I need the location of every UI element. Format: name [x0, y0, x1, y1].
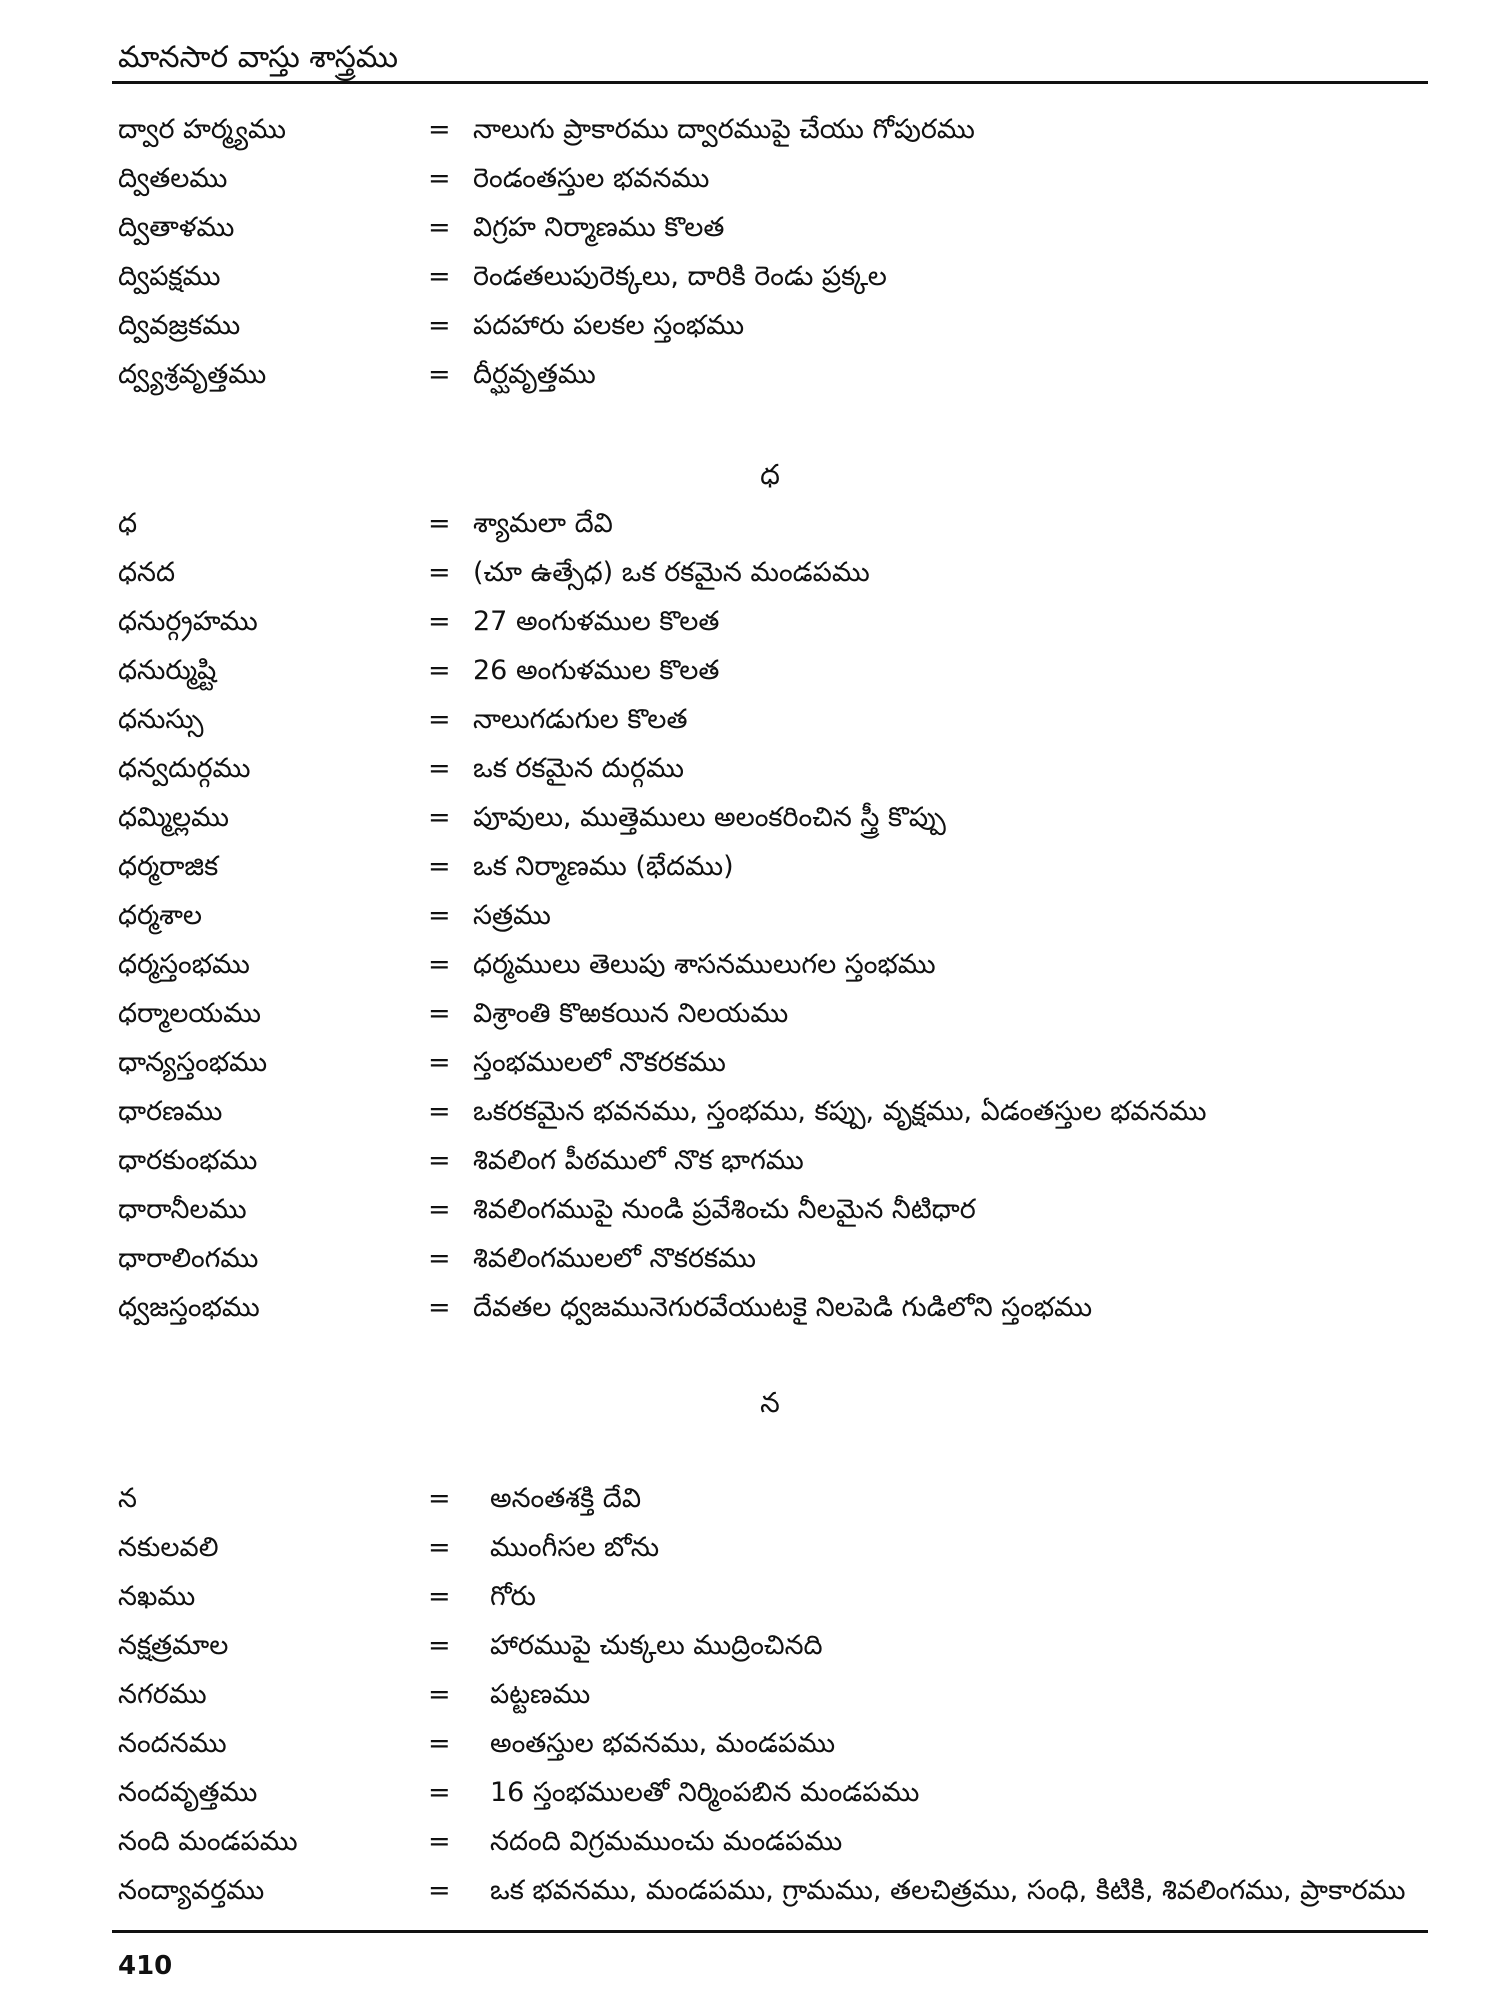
glossary-term: ధన్వదుర్గము	[118, 753, 251, 784]
equals-sign: =	[428, 212, 451, 243]
glossary-definition: పట్టణము	[490, 1679, 591, 1710]
glossary-row	[0, 1622, 1500, 1670]
glossary-row	[0, 204, 1500, 252]
glossary-term: ధర్మాలయము	[118, 998, 261, 1029]
glossary-definition: విగ్రహ నిర్మాణము కొలత	[473, 212, 725, 243]
equals-sign: =	[428, 1096, 451, 1127]
glossary-term: నందవృత్తము	[118, 1777, 258, 1808]
glossary-definition: 26 అంగుళముల కొలత	[473, 655, 720, 686]
glossary-row	[0, 941, 1500, 989]
glossary-row	[0, 500, 1500, 548]
equals-sign: =	[428, 1728, 451, 1759]
equals-sign: =	[428, 753, 451, 784]
glossary-definition: ఒక రకమైన దుర్గము	[473, 753, 684, 784]
glossary-row	[0, 1284, 1500, 1332]
glossary-row	[0, 549, 1500, 597]
glossary-term: ధర్మస్తంభము	[118, 949, 250, 980]
equals-sign: =	[428, 1826, 451, 1857]
equals-sign: =	[428, 1194, 451, 1225]
equals-sign: =	[428, 508, 451, 539]
section-heading-letter: న	[760, 1386, 780, 1419]
glossary-row	[0, 794, 1500, 842]
equals-sign: =	[428, 114, 451, 145]
header-rule	[112, 81, 1428, 84]
equals-sign: =	[428, 261, 451, 292]
glossary-row	[0, 1137, 1500, 1185]
glossary-row	[0, 1671, 1500, 1719]
section-heading-letter: ధ	[760, 458, 780, 491]
glossary-definition: నాలుగు ప్రాకారము ద్వారముపై చేయు గోపురము	[473, 114, 975, 145]
glossary-definition: అనంతశక్తి దేవి	[490, 1483, 642, 1514]
glossary-term: ధర్మశాల	[118, 900, 203, 931]
glossary-row	[0, 155, 1500, 203]
equals-sign: =	[428, 1047, 451, 1078]
glossary-definition: నదంది విగ్రమముంచు మండపము	[490, 1826, 843, 1857]
equals-sign: =	[428, 1679, 451, 1710]
glossary-term: ధనుర్ముష్టి	[118, 655, 217, 686]
glossary-row	[0, 1720, 1500, 1768]
glossary-definition: ఒక నిర్మాణము (భేదము)	[473, 851, 734, 882]
glossary-row	[0, 892, 1500, 940]
equals-sign: =	[428, 949, 451, 980]
equals-sign: =	[428, 1532, 451, 1563]
glossary-definition: దేవతల ధ్వజమునెగురవేయుటకై నిలపెడి గుడిలోని స్తంభము	[473, 1292, 1093, 1323]
glossary-term: న	[118, 1483, 137, 1514]
glossary-term: నందనము	[118, 1728, 227, 1759]
glossary-definition: దీర్ఘవృత్తము	[473, 359, 596, 390]
glossary-term: నఖము	[118, 1581, 196, 1612]
glossary-definition: 27 అంగుళముల కొలత	[473, 606, 720, 637]
equals-sign: =	[428, 900, 451, 931]
glossary-term: నగరము	[118, 1679, 207, 1710]
equals-sign: =	[428, 1630, 451, 1661]
glossary-row	[0, 302, 1500, 350]
page-number: 410	[118, 1951, 173, 1981]
glossary-row	[0, 1867, 1500, 1915]
glossary-term: నంది మండపము	[118, 1826, 298, 1857]
equals-sign: =	[428, 1483, 451, 1514]
glossary-term: నంద్యావర్తము	[118, 1875, 265, 1906]
glossary-row	[0, 647, 1500, 695]
glossary-definition: ధర్మములు తెలుపు శాసనములుగల స్తంభము	[473, 949, 936, 980]
equals-sign: =	[428, 1292, 451, 1323]
running-header: మానసార వాస్తు శాస్త్రము	[118, 40, 398, 75]
equals-sign: =	[428, 851, 451, 882]
equals-sign: =	[428, 704, 451, 735]
equals-sign: =	[428, 1243, 451, 1274]
glossary-definition: శివలింగములలో నొకరకము	[473, 1243, 756, 1274]
equals-sign: =	[428, 1777, 451, 1808]
glossary-definition: 16 స్తంభములతో నిర్మింపబిన మండపము	[490, 1777, 920, 1808]
glossary-row	[0, 1573, 1500, 1621]
glossary-term: ధమ్మిల్లము	[118, 802, 230, 833]
glossary-term: నకులవలి	[118, 1532, 219, 1563]
glossary-definition: హారముపై చుక్కలు ముద్రించినది	[490, 1630, 823, 1661]
equals-sign: =	[428, 310, 451, 341]
glossary-term: ధాన్యస్తంభము	[118, 1047, 268, 1078]
glossary-definition: అంతస్తుల భవనము, మండపము	[490, 1728, 836, 1759]
glossary-definition: (చూ ఉత్సేధ) ఒక రకమైన మండపము	[473, 557, 870, 588]
glossary-row	[0, 1088, 1500, 1136]
equals-sign: =	[428, 557, 451, 588]
glossary-row	[0, 351, 1500, 399]
glossary-definition: విశ్రాంతి కొఱకయిన నిలయము	[473, 998, 789, 1029]
glossary-definition: నాలుగడుగుల కొలత	[473, 704, 688, 735]
glossary-row	[0, 1818, 1500, 1866]
glossary-row	[0, 1186, 1500, 1234]
glossary-definition: ఒక భవనము, మండపము, గ్రామము, తలచిత్రము, సంధి, కిటికి, శివలింగము, ప్రాకారము	[490, 1875, 1406, 1906]
glossary-term: ధనుర్గ్రహము	[118, 606, 258, 637]
glossary-row	[0, 1235, 1500, 1283]
glossary-definition: ముంగీసల బోను	[490, 1532, 660, 1563]
glossary-definition: శ్యామలా దేవి	[473, 508, 613, 539]
glossary-definition: గోరు	[490, 1581, 536, 1612]
glossary-term: ధనుస్సు	[118, 704, 204, 735]
glossary-term: ధారానీలము	[118, 1194, 247, 1225]
glossary-definition: సత్రము	[473, 900, 551, 931]
glossary-row	[0, 106, 1500, 154]
glossary-term: ధనద	[118, 557, 176, 588]
glossary-definition: రెండంతస్తుల భవనము	[473, 163, 710, 194]
glossary-term: ధారణము	[118, 1096, 223, 1127]
glossary-term: ద్వితాళము	[118, 212, 235, 243]
glossary-term: ధర్మరాజిక	[118, 851, 219, 882]
equals-sign: =	[428, 802, 451, 833]
equals-sign: =	[428, 1875, 451, 1906]
glossary-row	[0, 253, 1500, 301]
equals-sign: =	[428, 606, 451, 637]
equals-sign: =	[428, 655, 451, 686]
equals-sign: =	[428, 998, 451, 1029]
equals-sign: =	[428, 1145, 451, 1176]
glossary-term: ద్వితలము	[118, 163, 228, 194]
glossary-term: ద్వివజ్రకము	[118, 310, 241, 341]
glossary-definition: స్తంభములలో నొకరకము	[473, 1047, 726, 1078]
glossary-row	[0, 745, 1500, 793]
glossary-term: ద్విపక్షము	[118, 261, 221, 292]
glossary-definition: పదహారు పలకల స్తంభము	[473, 310, 745, 341]
glossary-term: నక్షత్రమాల	[118, 1630, 229, 1661]
glossary-term: ధారాలింగము	[118, 1243, 259, 1274]
glossary-term: ద్వ్యశ్రవృత్తము	[118, 359, 267, 390]
glossary-term: ధారకుంభము	[118, 1145, 258, 1176]
glossary-row	[0, 990, 1500, 1038]
equals-sign: =	[428, 163, 451, 194]
glossary-row	[0, 1524, 1500, 1572]
equals-sign: =	[428, 359, 451, 390]
glossary-row	[0, 696, 1500, 744]
glossary-definition: పూవులు, ముత్తెములు అలంకరించిన స్త్రీ కొప్పు	[473, 802, 946, 833]
footer-rule	[112, 1930, 1428, 1933]
glossary-row	[0, 1769, 1500, 1817]
glossary-term: ద్వార హర్మ్యము	[118, 114, 286, 145]
glossary-row	[0, 1039, 1500, 1087]
glossary-definition: ఒకరకమైన భవనము, స్తంభము, కప్పు, వృక్షము, ఏడంతస్తుల భవనము	[473, 1096, 1207, 1127]
glossary-term: ధ్వజస్తంభము	[118, 1292, 260, 1323]
glossary-definition: శివలింగముపై నుండి ప్రవేశించు నీలమైన నీటిధార	[473, 1194, 976, 1225]
glossary-row	[0, 843, 1500, 891]
glossary-definition: శివలింగ పీఠములో నొక భాగము	[473, 1145, 804, 1176]
glossary-row	[0, 1475, 1500, 1523]
glossary-row	[0, 598, 1500, 646]
glossary-definition: రెండతలుపురెక్కలు, దారికి రెండు ప్రక్కల	[473, 261, 887, 292]
equals-sign: =	[428, 1581, 451, 1612]
glossary-term: ధ	[118, 508, 138, 539]
